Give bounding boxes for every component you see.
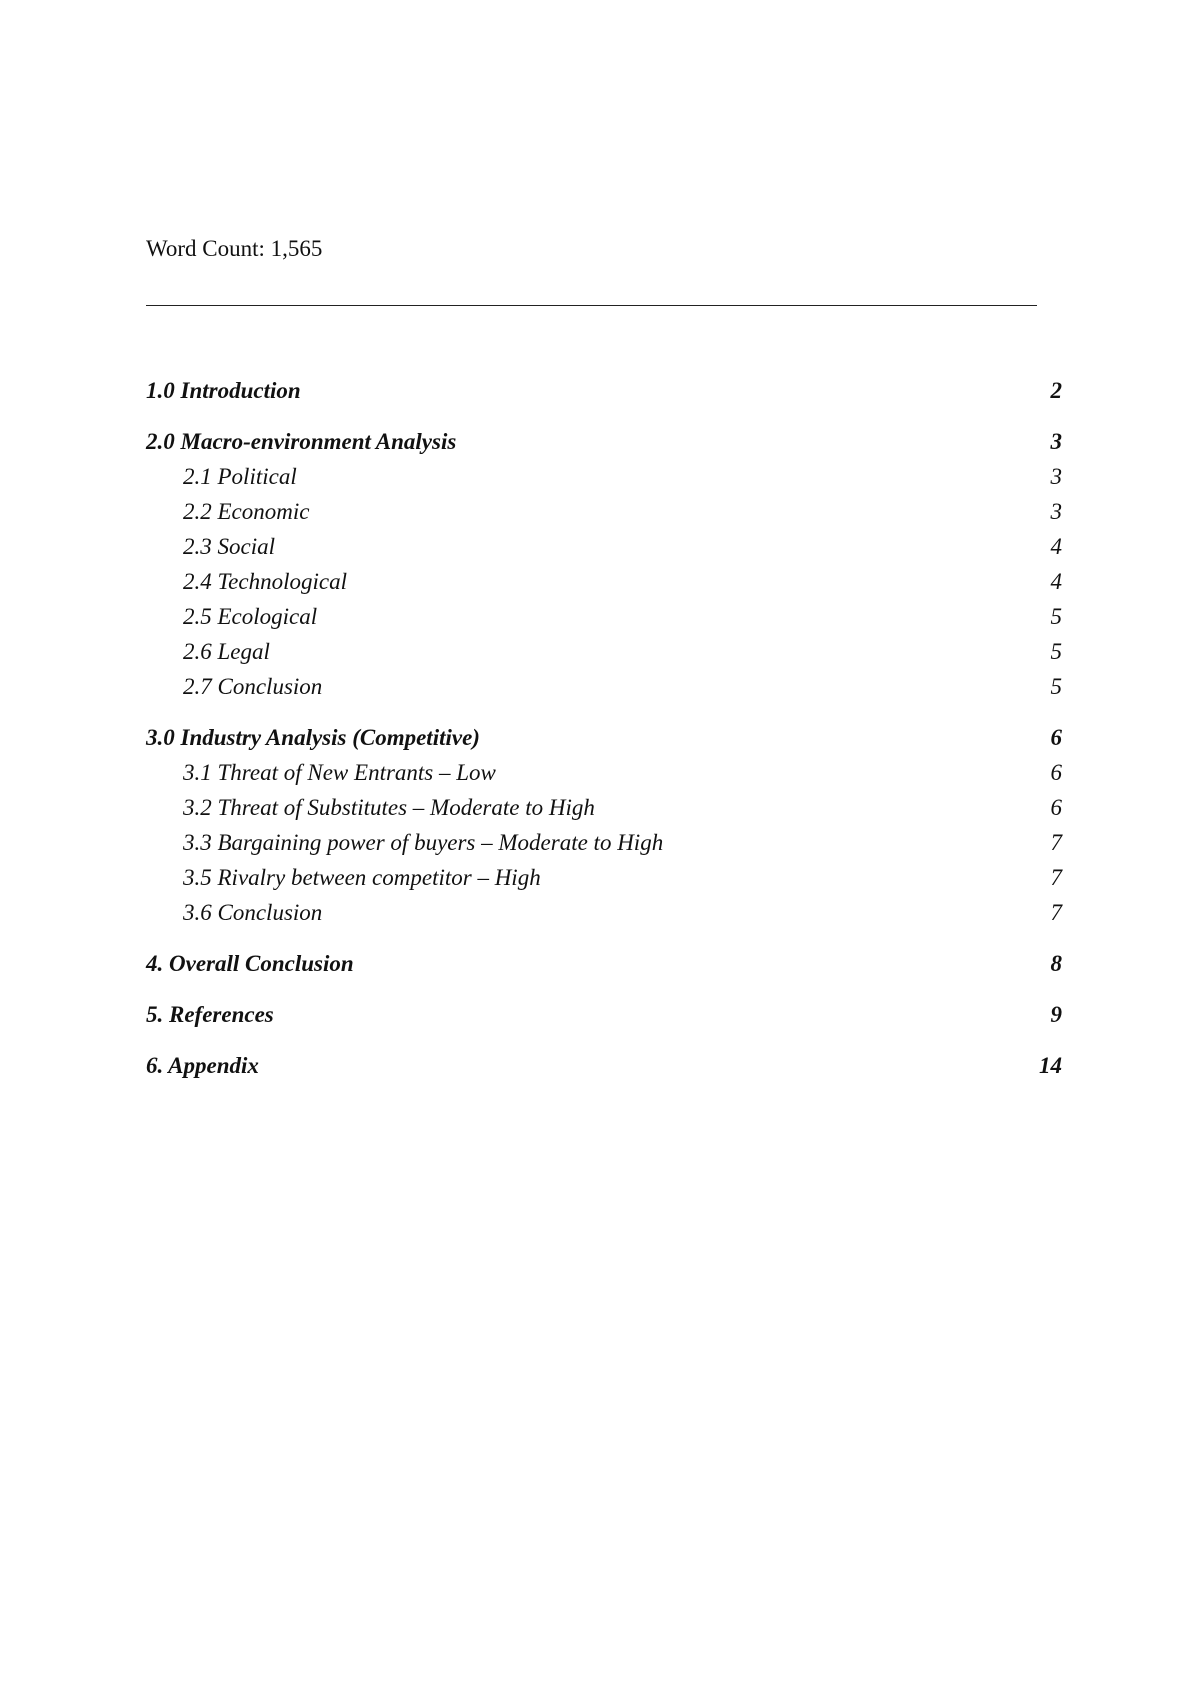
toc-entry-threat-of-substitutes[interactable] bbox=[146, 790, 1062, 825]
toc-entry-page-number: 3 bbox=[1050, 464, 1062, 489]
toc-entry-label: 2.4 Technological bbox=[183, 569, 347, 594]
toc-entry-macro-environment-analysis[interactable] bbox=[146, 424, 1062, 459]
toc-entry-label: 3.3 Bargaining power of buyers – Moderate to High bbox=[183, 830, 664, 855]
toc-entry-appendix[interactable] bbox=[146, 1048, 1062, 1083]
toc-entry-macro-conclusion[interactable] bbox=[146, 669, 1062, 704]
toc-entry-label: 1.0 Introduction bbox=[146, 378, 301, 403]
horizontal-divider bbox=[146, 305, 1037, 306]
toc-entry-page-number: 4 bbox=[1050, 534, 1062, 559]
toc-entry-label: 2.2 Economic bbox=[183, 499, 310, 524]
toc-entry-page-number: 8 bbox=[1050, 951, 1062, 976]
toc-entry-label: 3.6 Conclusion bbox=[183, 900, 323, 925]
toc-entry-page-number: 3 bbox=[1050, 499, 1062, 524]
toc-entry-label: 3.0 Industry Analysis (Competitive) bbox=[146, 725, 480, 750]
toc-entry-page-number: 6 bbox=[1050, 760, 1062, 785]
toc-entry-label: 4. Overall Conclusion bbox=[146, 951, 354, 976]
toc-entry-page-number: 6 bbox=[1050, 725, 1062, 750]
toc-entry-references[interactable] bbox=[146, 997, 1062, 1032]
toc-entry-economic[interactable] bbox=[146, 494, 1062, 529]
toc-entry-page-number: 2 bbox=[1050, 378, 1062, 403]
toc-entry-label: 2.1 Political bbox=[183, 464, 297, 489]
toc-entry-label: 6. Appendix bbox=[146, 1053, 259, 1078]
toc-entry-label: 5. References bbox=[146, 1002, 274, 1027]
toc-entry-page-number: 7 bbox=[1050, 900, 1062, 925]
toc-entry-industry-analysis[interactable] bbox=[146, 720, 1062, 755]
toc-entry-overall-conclusion[interactable] bbox=[146, 946, 1062, 981]
toc-entry-label: 3.1 Threat of New Entrants – Low bbox=[183, 760, 496, 785]
toc-entry-page-number: 5 bbox=[1050, 639, 1062, 664]
toc-entry-label: 2.3 Social bbox=[183, 534, 275, 559]
toc-entry-page-number: 7 bbox=[1050, 865, 1062, 890]
toc-entry-industry-conclusion[interactable] bbox=[146, 895, 1062, 930]
toc-entry-page-number: 14 bbox=[1039, 1053, 1062, 1078]
toc-entry-label: 2.6 Legal bbox=[183, 639, 270, 664]
toc-entry-label: 3.5 Rivalry between competitor – High bbox=[183, 865, 541, 890]
toc-entry-page-number: 9 bbox=[1050, 1002, 1062, 1027]
toc-entry-page-number: 4 bbox=[1050, 569, 1062, 594]
toc-entry-bargaining-power-of-buyers[interactable] bbox=[146, 825, 1062, 860]
toc-entry-page-number: 7 bbox=[1050, 830, 1062, 855]
table-of-contents bbox=[146, 373, 1062, 1083]
toc-entry-page-number: 3 bbox=[1050, 429, 1062, 454]
toc-entry-threat-of-new-entrants[interactable] bbox=[146, 755, 1062, 790]
toc-entry-legal[interactable] bbox=[146, 634, 1062, 669]
word-count: Word Count: 1,565 bbox=[146, 236, 323, 261]
toc-entry-political[interactable] bbox=[146, 459, 1062, 494]
toc-entry-rivalry-between-competitor[interactable] bbox=[146, 860, 1062, 895]
toc-entry-label: 2.5 Ecological bbox=[183, 604, 318, 629]
toc-entry-introduction[interactable] bbox=[146, 373, 1062, 408]
toc-entry-social[interactable] bbox=[146, 529, 1062, 564]
toc-entry-technological[interactable] bbox=[146, 564, 1062, 599]
toc-entry-page-number: 5 bbox=[1050, 674, 1062, 699]
toc-entry-label: 3.2 Threat of Substitutes – Moderate to High bbox=[183, 795, 595, 820]
toc-entry-ecological[interactable] bbox=[146, 599, 1062, 634]
toc-entry-page-number: 6 bbox=[1050, 795, 1062, 820]
toc-entry-label: 2.7 Conclusion bbox=[183, 674, 323, 699]
toc-entry-page-number: 5 bbox=[1050, 604, 1062, 629]
toc-entry-label: 2.0 Macro-environment Analysis bbox=[146, 429, 457, 454]
